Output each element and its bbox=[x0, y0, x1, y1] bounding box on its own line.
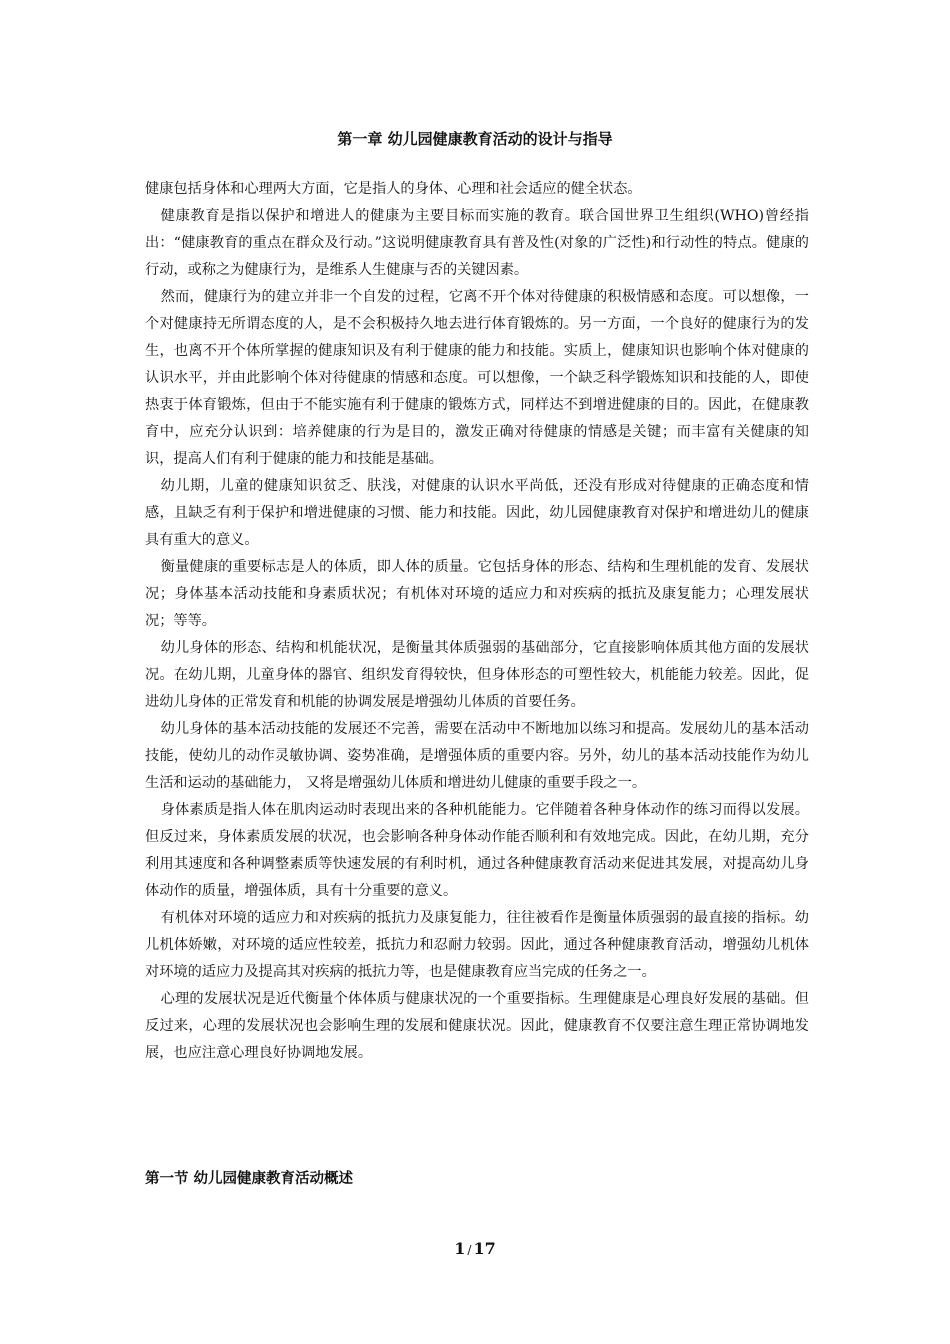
body-text bbox=[145, 176, 809, 1067]
section-title: 第一节 幼儿园健康教育活动概述 bbox=[145, 1171, 354, 1187]
paragraph-4: 幼儿期，儿童的健康知识贫乏、肤浅，对健康的认识水平尚低，还没有形成对待健康的正确态度和情感，且缺乏有利于保护和增进健康的习惯、能力和技能。因此，幼儿园健康教育对保护和增进幼儿的健康具有重大的意义。 bbox=[145, 478, 809, 548]
paragraph-6: 幼儿身体的形态、结构和机能状况，是衡量其体质强弱的基础部分，它直接影响体质其他方面的发展状况。在幼儿期，儿童身体的器官、组织发育得较快，但身体形态的可塑性较大，机能能力较差。因此，促进幼儿身体的正常发育和机能的协调发展是增强幼儿体质的首要任务。 bbox=[145, 640, 809, 710]
paragraph-8: 身体素质是指人体在肌肉运动时表现出来的各种机能能力。它伴随着各种身体动作的练习而得以发展。但反过来，身体素质发展的状况，也会影响各种身体动作能否顺利和有效地完成。因此，在幼儿期，充分利用其速度和各种调整素质等快速发展的有利时机，通过各种健康教育活动来促进其发展，对提高幼儿身体动作的质量，增强体质，具有十分重要的意义。 bbox=[145, 802, 809, 899]
page-number bbox=[0, 1238, 950, 1261]
paragraph-5: 衡量健康的重要标志是人的体质，即人体的质量。它包括身体的形态、结构和生理机能的发育、发展状况；身体基本活动技能和身素质状况；有机体对环境的适应力和对疾病的抵抗及康复能力；心理发展状况；等等。 bbox=[145, 559, 809, 629]
paragraph-9: 有机体对环境的适应力和对疾病的抵抗力及康复能力，往往被看作是衡量体质强弱的最直接的指标。幼儿机体娇嫩，对环境的适应性较差，抵抗力和忍耐力较弱。因此，通过各种健康教育活动，增强幼儿机体对环境的适应力及提高其对疾病的抵抗力等，也是健康教育应当完成的任务之一。 bbox=[145, 910, 809, 980]
paragraph-2: 健康教育是指以保护和增进人的健康为主要目标而实施的教育。联合国世界卫生组织(WHO)曾经指出：“健康教育的重点在群众及行动。”这说明健康教育具有普及性(对象的广泛性)和行动性的特点。健康的行动，或称之为健康行为，是维系人生健康与否的关键因素。 bbox=[145, 208, 809, 278]
paragraph-3: 然而，健康行为的建立并非一个自发的过程，它离不开个体对待健康的积极情感和态度。可以想像，一个对健康持无所谓态度的人，是不会积极持久地去进行体育锻炼的。另一方面，一个良好的健康行为的发生，也离不开个体所掌握的健康知识及有利于健康的能力和技能。实质上，健康知识也影响个体对健康的认识水平，并由此影响个体对待健康的情感和态度。可以想像，一个缺乏科学锻炼知识和技能的人，即使热衷于体育锻炼，但由于不能实施有利于健康的锻炼方式，同样达不到增进健康的目的。因此，在健康教育中，应充分认识到：培养健康的行为是目的，激发正确对待健康的情感是关键；而丰富有关健康的知识，提高人们有利于健康的能力和技能是基础。 bbox=[145, 289, 809, 467]
paragraph-10: 心理的发展状况是近代衡量个体体质与健康状况的一个重要指标。生理健康是心理良好发展的基础。但反过来，心理的发展状况也会影响生理的发展和健康状况。因此，健康教育不仅要注意生理正常协调地发展，也应注意心理良好协调地发展。 bbox=[145, 991, 809, 1061]
page-total: 17 bbox=[473, 1239, 496, 1258]
paragraph-7: 幼儿身体的基本活动技能的发展还不完善，需要在活动中不断地加以练习和提高。发展幼儿的基本活动技能，使幼儿的动作灵敏协调、姿势准确，是增强体质的重要内容。另外，幼儿的基本活动技能作为幼儿生活和运动的基础能力， 又将是增强幼儿体质和增进幼儿健康的重要手段之一。 bbox=[145, 721, 809, 791]
page-current: 1 bbox=[454, 1239, 466, 1258]
paragraph-1: 健康包括身体和心理两大方面，它是指人的身体、心理和社会适应的健全状态。 bbox=[145, 181, 642, 197]
page-separator: / bbox=[467, 1243, 472, 1257]
chapter-title: 第一章 幼儿园健康教育活动的设计与指导 bbox=[337, 130, 613, 148]
